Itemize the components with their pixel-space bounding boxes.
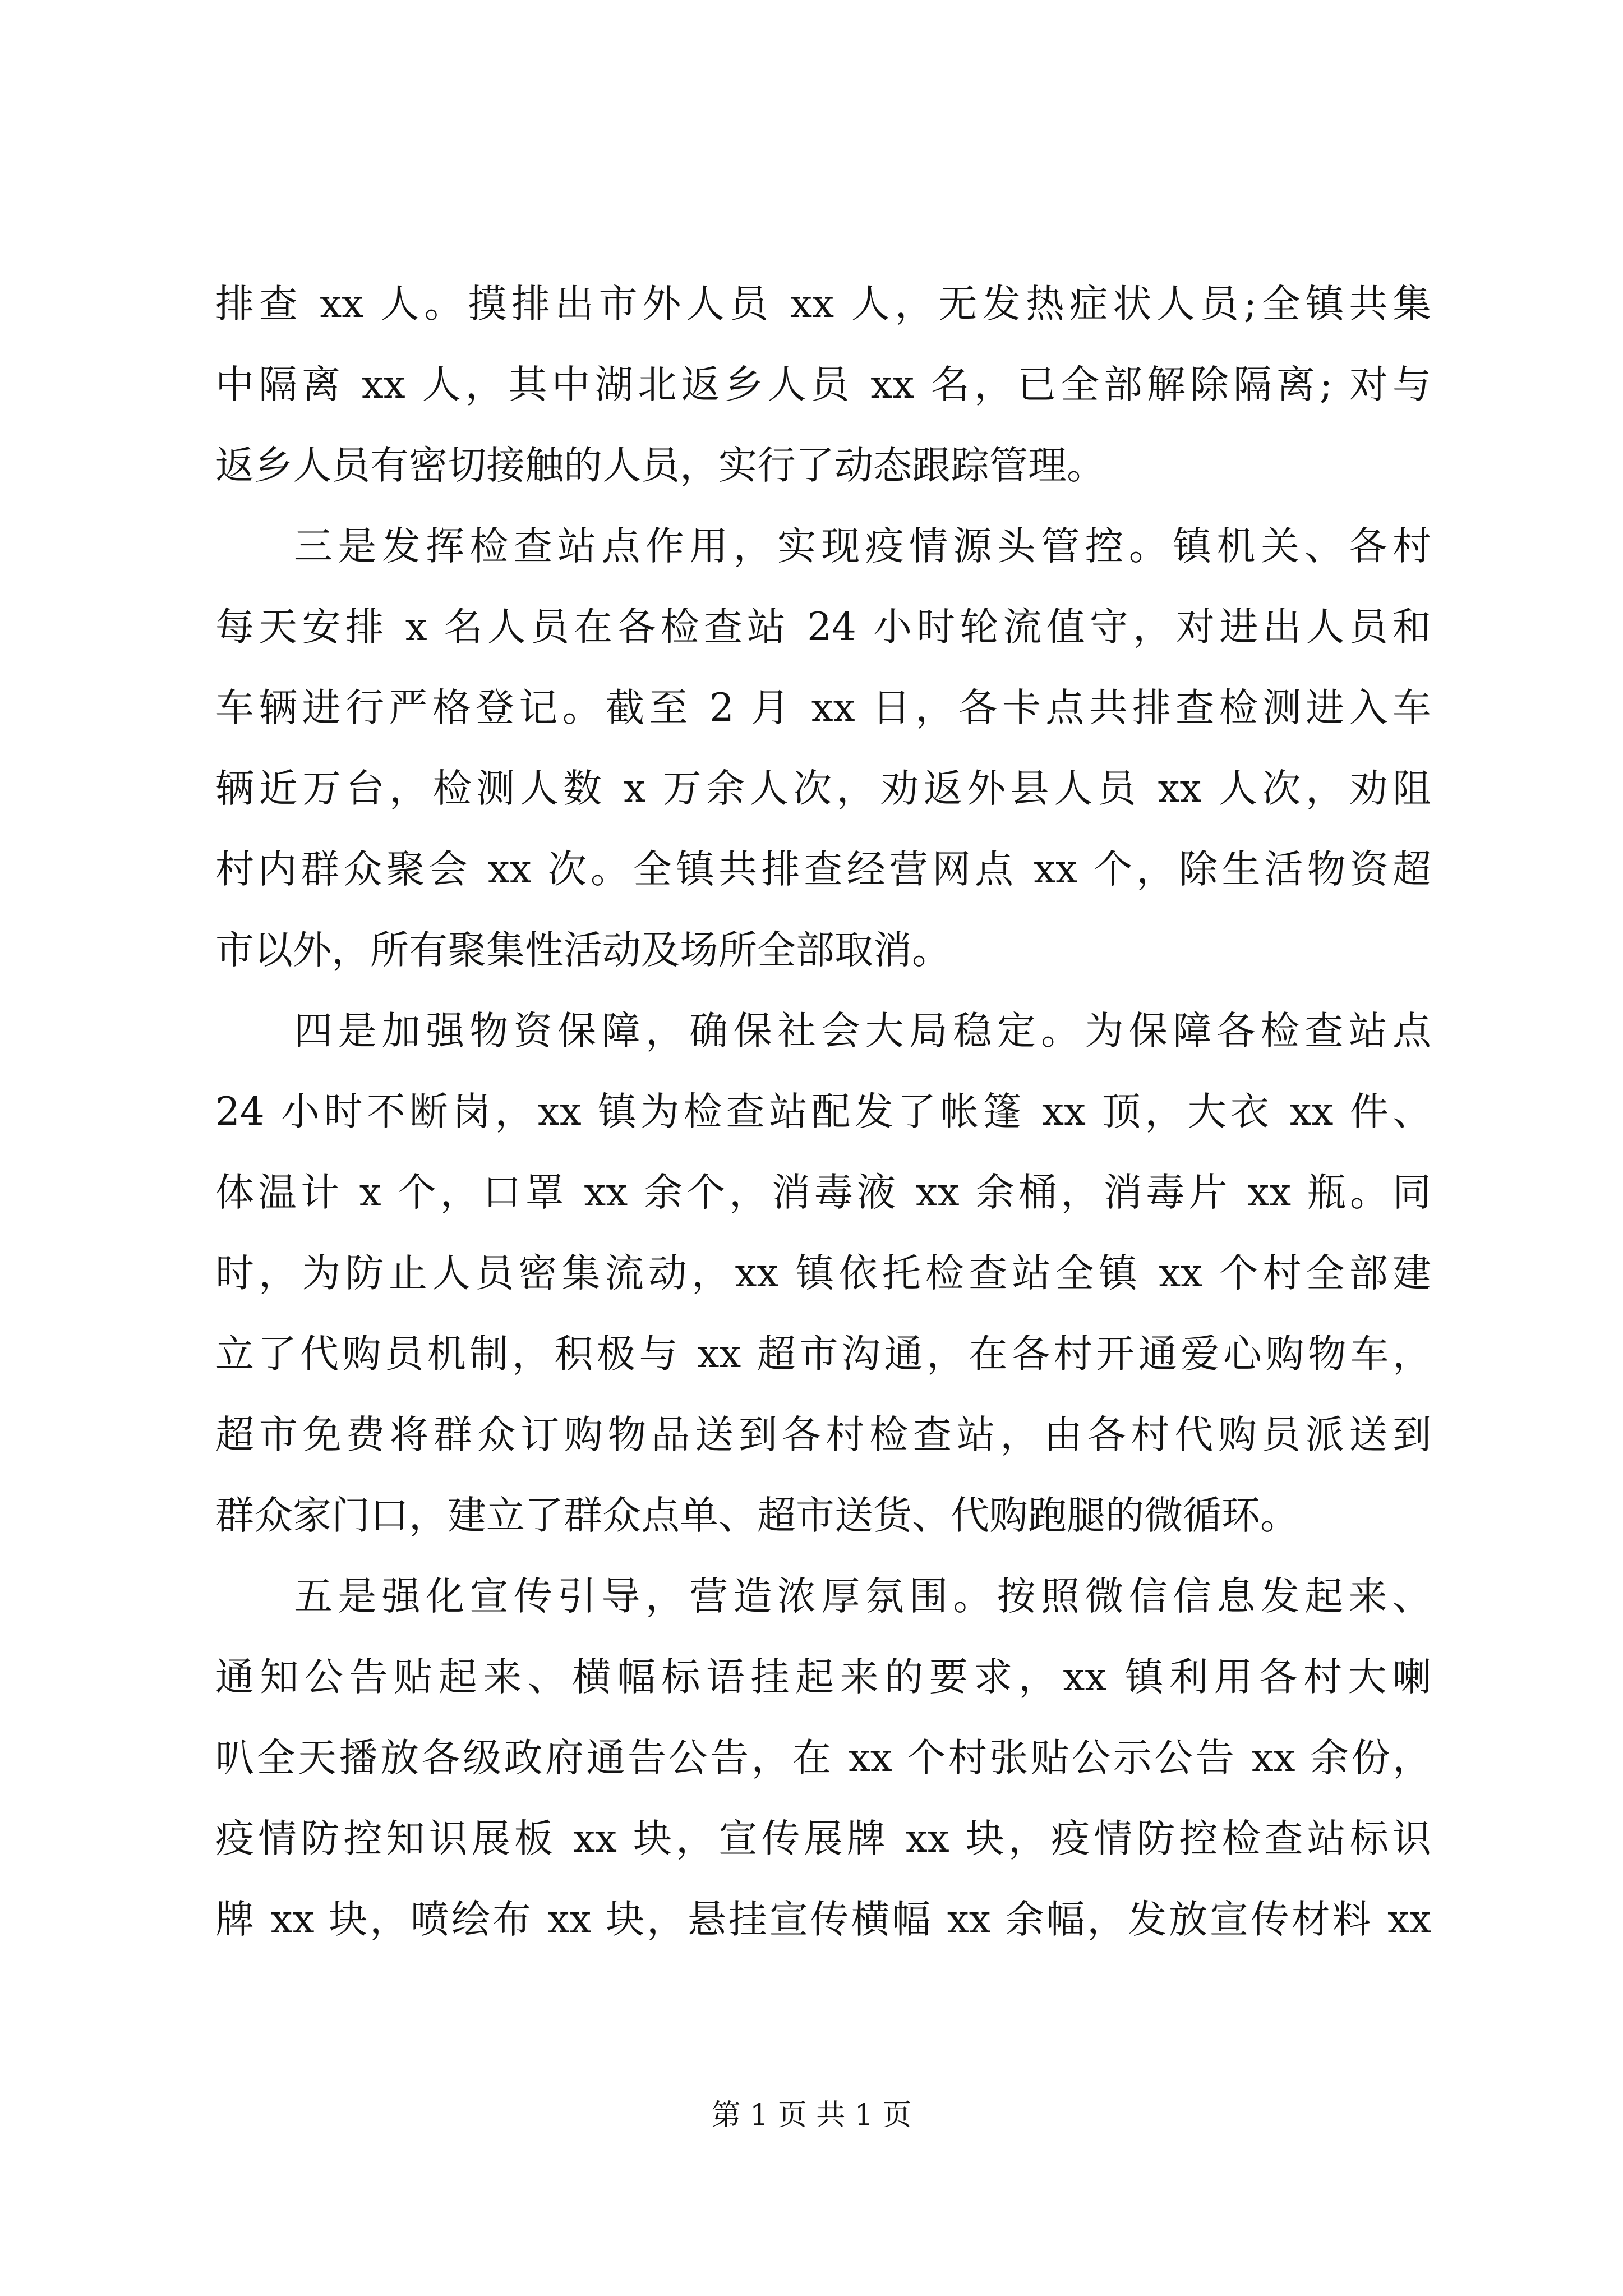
text-line: 排查 xx 人。摸排出市外人员 xx 人，无发热症状人员;全镇共集	[215, 282, 1431, 326]
paragraph-start-line: 五是强化宣传引导，营造浓厚氛围。按照微信信息发起来、	[294, 1574, 1431, 1619]
text-line: 超市免费将群众订购物品送到各村检查站，由各村代购员派送到	[215, 1412, 1431, 1457]
text-line: 辆近万台，检测人数 x 万余人次，劝返外县人员 xx 人次，劝阻	[215, 766, 1431, 811]
text-line: 每天安排 x 名人员在各检查站 24 小时轮流值守，对进出人员和	[215, 605, 1431, 650]
text-line: 群众家门口，建立了群众点单、超市送货、代购跑腿的微循环。	[215, 1493, 1299, 1538]
text-line: 市以外，所有聚集性活动及场所全部取消。	[215, 928, 951, 973]
text-line: 牌 xx 块，喷绘布 xx 块，悬挂宣传横幅 xx 余幅，发放宣传材料 xx	[215, 1897, 1431, 1942]
text-line: 24 小时不断岗，xx 镇为检查站配发了帐篷 xx 顶，大衣 xx 件、	[215, 1089, 1431, 1134]
text-line: 立了代购员机制，积极与 xx 超市沟通，在各村开通爱心购物车，	[215, 1332, 1431, 1377]
paragraph-start-line: 四是加强物资保障，确保社会大局稳定。为保障各检查站点	[294, 1009, 1431, 1053]
text-line: 村内群众聚会 xx 次。全镇共排查经营网点 xx 个，除生活物资超	[215, 847, 1431, 892]
text-line: 体温计 x 个，口罩 xx 余个，消毒液 xx 余桶，消毒片 xx 瓶。同	[215, 1170, 1431, 1215]
text-line: 疫情防控知识展板 xx 块，宣传展牌 xx 块，疫情防控检查站标识	[215, 1816, 1431, 1861]
page-number-footer: 第 1 页 共 1 页	[711, 2099, 912, 2132]
text-line: 车辆进行严格登记。截至 2 月 xx 日，各卡点共排查检测进入车	[215, 685, 1431, 730]
text-line: 叭全天播放各级政府通告公告，在 xx 个村张贴公示公告 xx 余份，	[215, 1736, 1431, 1780]
document-body	[215, 264, 1431, 1960]
text-line: 返乡人员有密切接触的人员，实行了动态跟踪管理。	[215, 443, 1105, 488]
text-line: 时，为防止人员密集流动，xx 镇依托检查站全镇 xx 个村全部建	[215, 1251, 1431, 1296]
text-line: 通知公告贴起来、横幅标语挂起来的要求，xx 镇利用各村大喇	[215, 1655, 1431, 1700]
paragraph-start-line: 三是发挥检查站点作用，实现疫情源头管控。镇机关、各村	[294, 524, 1431, 569]
text-line: 中隔离 xx 人，其中湖北返乡人员 xx 名，已全部解除隔离; 对与	[215, 362, 1431, 407]
